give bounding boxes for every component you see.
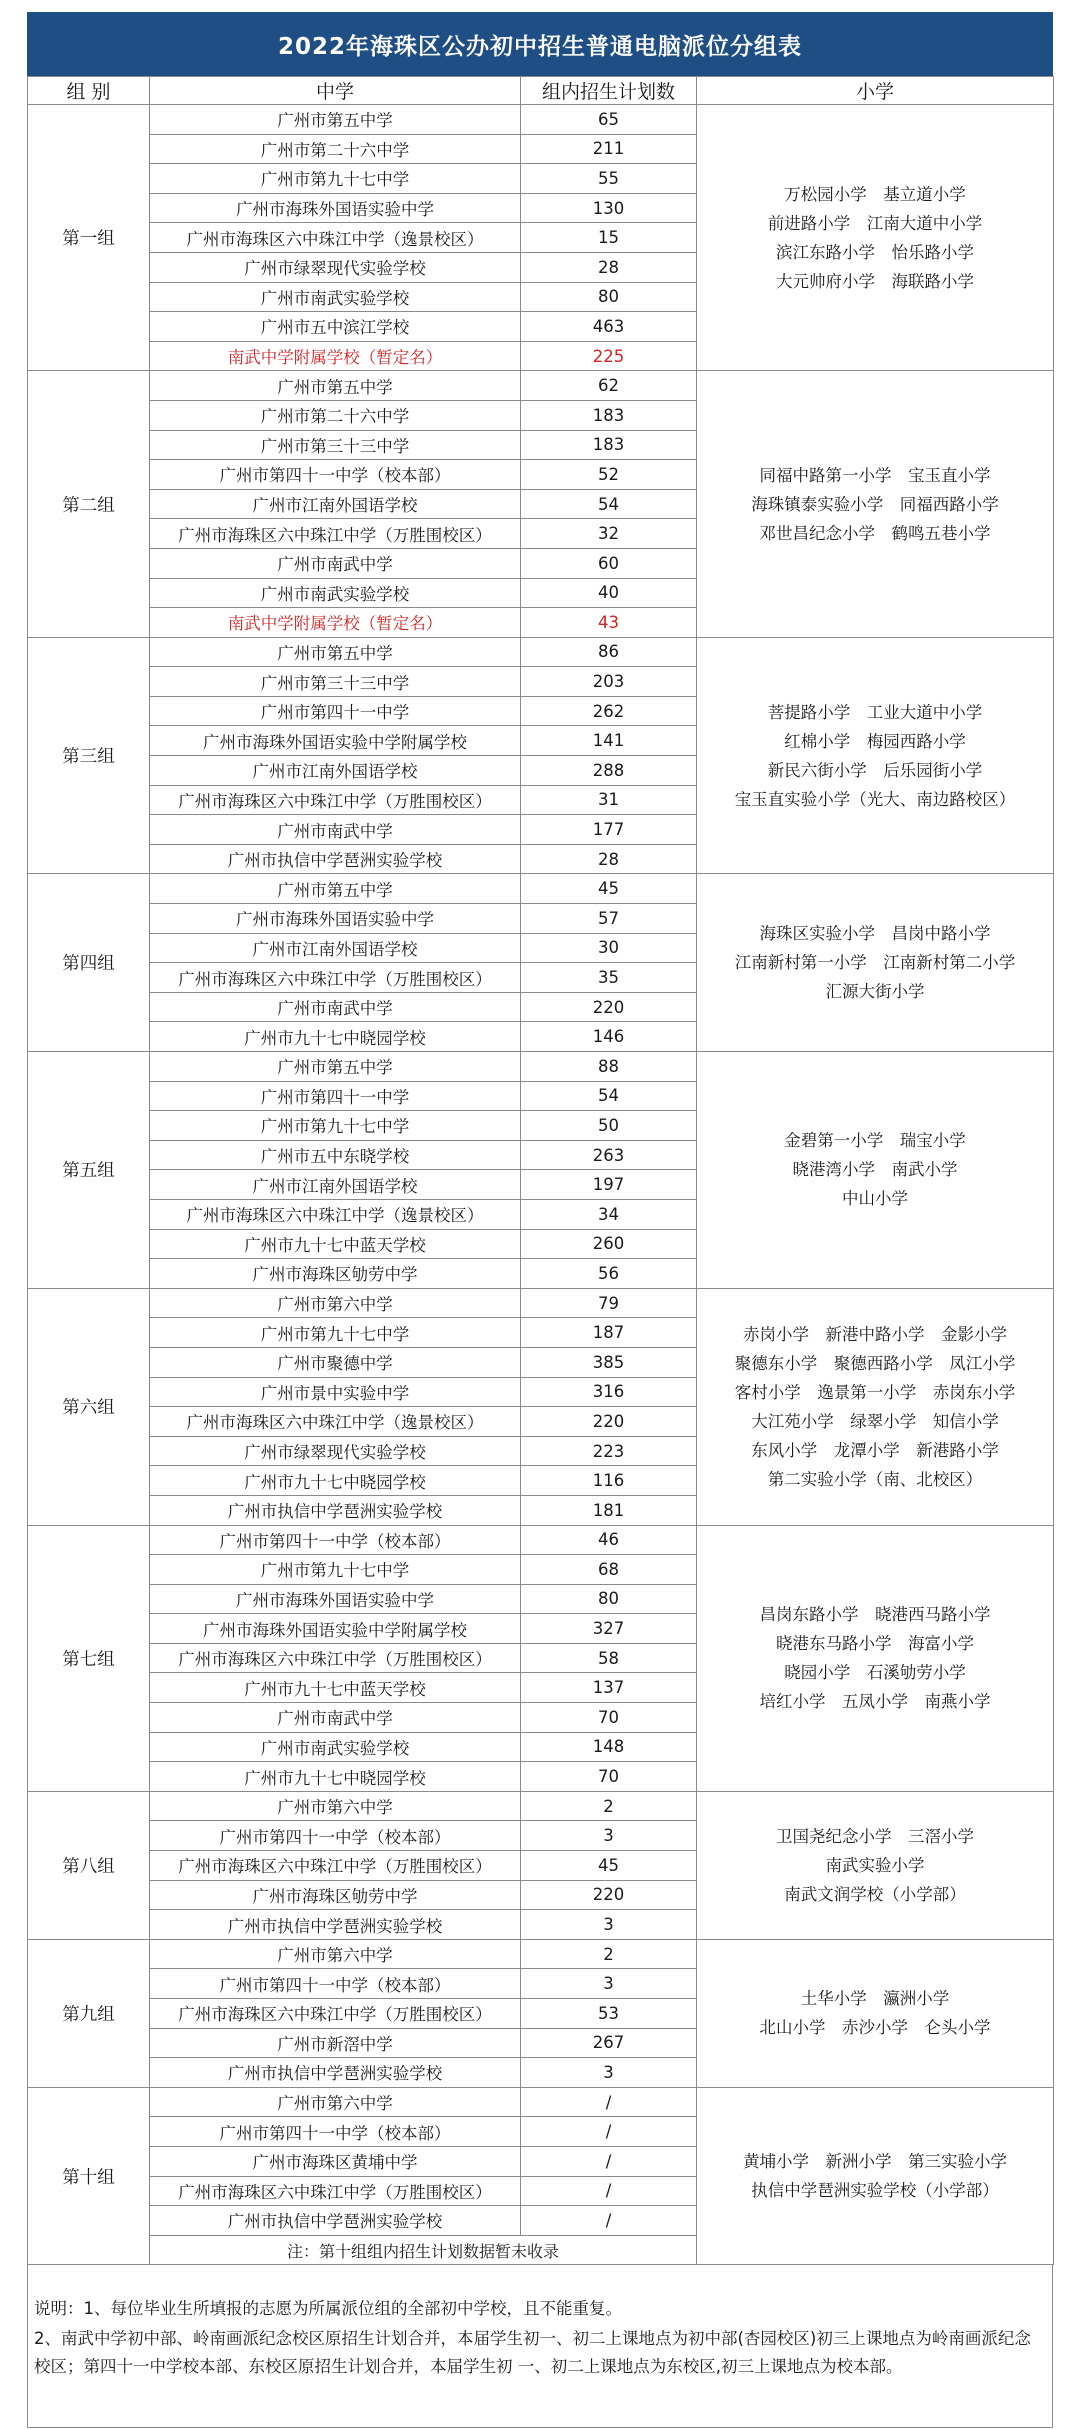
table-row <box>28 874 1054 904</box>
school-name: 广州市九十七中晓园学校 <box>150 1022 521 1052</box>
plan-count: 220 <box>521 992 697 1022</box>
school-name: 广州市海珠区六中珠江中学（万胜围校区） <box>150 1999 521 2029</box>
primary-school-line: 赤岗小学 新港中路小学 金影小学 <box>743 1324 1007 1344</box>
plan-count: 316 <box>521 1377 697 1407</box>
footnotes <box>27 2265 1053 2428</box>
school-name: 广州市第四十一中学（校本部） <box>150 460 521 490</box>
plan-count: 3 <box>521 1910 697 1940</box>
primary-school-line: 宝玉直实验小学（光大、南边路校区） <box>734 789 1016 809</box>
plan-count: 65 <box>521 105 697 135</box>
table-row <box>28 637 1054 667</box>
plan-count: 40 <box>521 578 697 608</box>
plan-count: 57 <box>521 904 697 934</box>
primary-schools <box>697 874 1054 1052</box>
school-name: 广州市九十七中晓园学校 <box>150 1762 521 1792</box>
school-name: 南武中学附属学校（暂定名） <box>150 608 521 638</box>
school-name: 广州市第四十一中学（校本部） <box>150 1969 521 1999</box>
plan-count: 327 <box>521 1614 697 1644</box>
plan-count: 45 <box>521 1851 697 1881</box>
school-name: 广州市海珠外国语实验中学 <box>150 193 521 223</box>
school-name: 广州市执信中学琶洲实验学校 <box>150 2058 521 2088</box>
plan-count: 262 <box>521 696 697 726</box>
plan-count: 86 <box>521 637 697 667</box>
header-row <box>28 77 1054 105</box>
primary-school-line: 北山小学 赤沙小学 仑头小学 <box>759 2018 991 2038</box>
primary-schools <box>697 1288 1054 1525</box>
school-name: 广州市南武中学 <box>150 548 521 578</box>
table-row <box>28 105 1054 135</box>
plan-count: / <box>521 2117 697 2147</box>
plan-count: 45 <box>521 874 697 904</box>
primary-school-line: 汇源大街小学 <box>825 982 925 1002</box>
primary-school-line: 卫国尧纪念小学 三滘小学 <box>776 1826 974 1846</box>
plan-count: 130 <box>521 193 697 223</box>
plan-count: / <box>521 2206 697 2236</box>
school-name: 广州市海珠区六中珠江中学（万胜围校区） <box>150 785 521 815</box>
primary-school-line: 中山小学 <box>842 1189 908 1209</box>
school-name: 广州市第六中学 <box>150 1791 521 1821</box>
table-row <box>28 1288 1054 1318</box>
group-name: 第一组 <box>28 105 150 371</box>
primary-schools <box>697 637 1054 874</box>
plan-count: 80 <box>521 282 697 312</box>
school-name: 广州市海珠区六中珠江中学（逸景校区） <box>150 1199 521 1229</box>
primary-school-line: 聚德东小学 聚德西路小学 凤江小学 <box>734 1353 1016 1373</box>
plan-count: 28 <box>521 844 697 874</box>
table-body <box>28 105 1054 2265</box>
school-name: 广州市南武实验学校 <box>150 1732 521 1762</box>
plan-count: 55 <box>521 164 697 194</box>
school-name: 广州市第五中学 <box>150 1052 521 1082</box>
school-name: 广州市第五中学 <box>150 371 521 401</box>
school-name: 广州市第九十七中学 <box>150 1111 521 1141</box>
school-name: 广州市江南外国语学校 <box>150 489 521 519</box>
plan-count: 148 <box>521 1732 697 1762</box>
primary-school-line: 邓世昌纪念小学 鹤鸣五巷小学 <box>759 523 991 543</box>
plan-count: 68 <box>521 1555 697 1585</box>
primary-school-line: 黄埔小学 新洲小学 第三实验小学 <box>743 2152 1007 2172</box>
school-name: 广州市执信中学琶洲实验学校 <box>150 1495 521 1525</box>
group-name: 第九组 <box>28 1939 150 2087</box>
group-note: 注：第十组组内招生计划数据暂未收录 <box>150 2235 697 2265</box>
primary-school-line: 红棉小学 梅园西路小学 <box>784 731 966 751</box>
school-name: 广州市第四十一中学（校本部） <box>150 2117 521 2147</box>
school-name: 广州市海珠区六中珠江中学（万胜围校区） <box>150 963 521 993</box>
primary-school-line: 新民六街小学 后乐园街小学 <box>767 760 983 780</box>
primary-school-line: 南武文润学校（小学部） <box>784 1884 966 1904</box>
primary-schools <box>697 1052 1054 1289</box>
plan-count: 223 <box>521 1436 697 1466</box>
school-name: 广州市聚德中学 <box>150 1347 521 1377</box>
plan-count: 52 <box>521 460 697 490</box>
table-row <box>28 1939 1054 1969</box>
table-row <box>28 371 1054 401</box>
allocation-table <box>27 76 1054 2265</box>
school-name: 广州市九十七中晓园学校 <box>150 1466 521 1496</box>
primary-school-line: 昌岗东路小学 晓港西马路小学 <box>759 1605 991 1625</box>
school-name: 广州市南武中学 <box>150 992 521 1022</box>
primary-school-line: 同福中路第一小学 宝玉直小学 <box>759 465 991 485</box>
group-name: 第五组 <box>28 1052 150 1289</box>
school-name: 广州市绿翠现代实验学校 <box>150 252 521 282</box>
plan-count: / <box>521 2087 697 2117</box>
primary-schools <box>697 1939 1054 2087</box>
plan-count: 30 <box>521 933 697 963</box>
school-name: 广州市南武中学 <box>150 1703 521 1733</box>
plan-count: 183 <box>521 400 697 430</box>
school-name: 南武中学附属学校（暂定名） <box>150 341 521 371</box>
plan-count: 46 <box>521 1525 697 1555</box>
plan-count: 62 <box>521 371 697 401</box>
primary-school-line: 菩提路小学 工业大道中小学 <box>767 702 983 722</box>
plan-count: 197 <box>521 1170 697 1200</box>
primary-school-line: 前进路小学 江南大道中小学 <box>767 213 983 233</box>
school-name: 广州市第四十一中学 <box>150 1081 521 1111</box>
plan-count: 3 <box>521 1821 697 1851</box>
school-name: 广州市海珠区六中珠江中学（逸景校区） <box>150 1407 521 1437</box>
table-row <box>28 1791 1054 1821</box>
plan-count: 2 <box>521 1939 697 1969</box>
school-name: 广州市海珠区六中珠江中学（逸景校区） <box>150 223 521 253</box>
school-name: 广州市江南外国语学校 <box>150 933 521 963</box>
primary-school-line: 滨江东路小学 怡乐路小学 <box>776 242 974 262</box>
school-name: 广州市南武实验学校 <box>150 282 521 312</box>
school-name: 广州市江南外国语学校 <box>150 1170 521 1200</box>
school-name: 广州市五中滨江学校 <box>150 312 521 342</box>
primary-school-line: 海珠镇泰实验小学 同福西路小学 <box>751 494 999 514</box>
header-count: 组内招生计划数 <box>521 77 697 105</box>
plan-count: 58 <box>521 1643 697 1673</box>
plan-count: 141 <box>521 726 697 756</box>
school-name: 广州市第四十一中学 <box>150 696 521 726</box>
plan-count: 70 <box>521 1703 697 1733</box>
table-row <box>28 1052 1054 1082</box>
footnote-1: 说明：1、每位毕业生所填报的志愿为所属派位组的全部初中学校，且不能重复。 <box>34 2299 622 2319</box>
primary-school-line: 东风小学 龙潭小学 新港路小学 <box>751 1440 999 1460</box>
plan-count: 28 <box>521 252 697 282</box>
plan-count: 220 <box>521 1407 697 1437</box>
plan-count: 137 <box>521 1673 697 1703</box>
primary-schools <box>697 371 1054 637</box>
plan-count: 183 <box>521 430 697 460</box>
primary-school-line: 大江苑小学 绿翠小学 知信小学 <box>751 1411 999 1431</box>
school-name: 广州市九十七中蓝天学校 <box>150 1229 521 1259</box>
group-name: 第七组 <box>28 1525 150 1791</box>
primary-school-line: 南武实验小学 <box>825 1855 925 1875</box>
plan-count: 15 <box>521 223 697 253</box>
plan-count: 60 <box>521 548 697 578</box>
footnote-2: 2、南武中学初中部、岭南画派纪念校区原招生计划合并，本届学生初一、初二上课地点为初中部(杏园校区)初三上课地点为岭南画派纪念校区；第四十一中学校本部、东校区原招生计划合并，本届学生初 一、初二上课地点为东校区,初三上课地点为校本部。 <box>34 2329 1031 2377</box>
plan-count: 260 <box>521 1229 697 1259</box>
plan-count: 54 <box>521 1081 697 1111</box>
school-name: 广州市海珠区六中珠江中学（万胜围校区） <box>150 1643 521 1673</box>
header-primary: 小学 <box>697 77 1054 105</box>
group-name: 第六组 <box>28 1288 150 1525</box>
school-name: 广州市第二十六中学 <box>150 400 521 430</box>
primary-schools <box>697 1791 1054 1939</box>
plan-count: 56 <box>521 1259 697 1289</box>
plan-count: 263 <box>521 1140 697 1170</box>
plan-count: 3 <box>521 1969 697 1999</box>
school-name: 广州市第五中学 <box>150 874 521 904</box>
primary-school-line: 大元帅府小学 海联路小学 <box>776 271 974 291</box>
school-name: 广州市海珠外国语实验中学 <box>150 1584 521 1614</box>
primary-schools <box>697 105 1054 371</box>
plan-count: / <box>521 2176 697 2206</box>
school-name: 广州市海珠外国语实验中学 <box>150 904 521 934</box>
primary-school-line: 万松园小学 基立道小学 <box>784 184 966 204</box>
primary-school-line: 培红小学 五凤小学 南燕小学 <box>759 1692 991 1712</box>
school-name: 广州市第九十七中学 <box>150 1318 521 1348</box>
plan-count: 34 <box>521 1199 697 1229</box>
plan-count: 267 <box>521 2028 697 2058</box>
school-name: 广州市第九十七中学 <box>150 1555 521 1585</box>
school-name: 广州市新滘中学 <box>150 2028 521 2058</box>
plan-count: 146 <box>521 1022 697 1052</box>
primary-school-line: 海珠区实验小学 昌岗中路小学 <box>759 924 991 944</box>
header-school: 中学 <box>150 77 521 105</box>
plan-count: 88 <box>521 1052 697 1082</box>
primary-school-line: 执信中学琶洲实验学校（小学部） <box>751 2181 999 2201</box>
primary-school-line: 金碧第一小学 瑞宝小学 <box>784 1131 966 1151</box>
school-name: 广州市执信中学琶洲实验学校 <box>150 1910 521 1940</box>
table-row <box>28 2087 1054 2117</box>
school-name: 广州市执信中学琶洲实验学校 <box>150 2206 521 2236</box>
primary-schools <box>697 2087 1054 2265</box>
plan-count: 225 <box>521 341 697 371</box>
plan-count: 43 <box>521 608 697 638</box>
primary-school-line: 土华小学 瀛洲小学 <box>800 1989 950 2009</box>
plan-count: 203 <box>521 667 697 697</box>
school-name: 广州市第三十三中学 <box>150 430 521 460</box>
primary-school-line: 江南新村第一小学 江南新村第二小学 <box>734 953 1016 973</box>
school-name: 广州市海珠区六中珠江中学（万胜围校区） <box>150 519 521 549</box>
school-name: 广州市海珠外国语实验中学附属学校 <box>150 1614 521 1644</box>
school-name: 广州市第三十三中学 <box>150 667 521 697</box>
plan-count: 3 <box>521 2058 697 2088</box>
plan-count: 288 <box>521 756 697 786</box>
school-name: 广州市第二十六中学 <box>150 134 521 164</box>
primary-school-line: 晓园小学 石溪劬劳小学 <box>784 1663 966 1683</box>
school-name: 广州市执信中学琶洲实验学校 <box>150 844 521 874</box>
page-title: 2022年海珠区公办初中招生普通电脑派位分组表 <box>27 12 1053 76</box>
plan-count: 187 <box>521 1318 697 1348</box>
plan-count: 53 <box>521 1999 697 2029</box>
school-name: 广州市海珠区六中珠江中学（万胜围校区） <box>150 1851 521 1881</box>
plan-count: 54 <box>521 489 697 519</box>
school-name: 广州市海珠区劬劳中学 <box>150 1880 521 1910</box>
school-name: 广州市海珠外国语实验中学附属学校 <box>150 726 521 756</box>
primary-school-line: 晓港湾小学 南武小学 <box>792 1160 958 1180</box>
plan-count: 211 <box>521 134 697 164</box>
school-name: 广州市第五中学 <box>150 105 521 135</box>
plan-count: / <box>521 2146 697 2176</box>
school-name: 广州市南武实验学校 <box>150 578 521 608</box>
group-name: 第三组 <box>28 637 150 874</box>
school-name: 广州市九十七中蓝天学校 <box>150 1673 521 1703</box>
school-name: 广州市第四十一中学（校本部） <box>150 1525 521 1555</box>
school-name: 广州市江南外国语学校 <box>150 756 521 786</box>
school-name: 广州市绿翠现代实验学校 <box>150 1436 521 1466</box>
header-group: 组 别 <box>28 77 150 105</box>
plan-count: 181 <box>521 1495 697 1525</box>
plan-count: 31 <box>521 785 697 815</box>
primary-schools <box>697 1525 1054 1791</box>
group-name: 第二组 <box>28 371 150 637</box>
plan-count: 35 <box>521 963 697 993</box>
plan-count: 2 <box>521 1791 697 1821</box>
school-name: 广州市第九十七中学 <box>150 164 521 194</box>
plan-count: 70 <box>521 1762 697 1792</box>
plan-count: 177 <box>521 815 697 845</box>
school-name: 广州市第六中学 <box>150 1288 521 1318</box>
plan-count: 79 <box>521 1288 697 1318</box>
allocation-sheet <box>27 12 1053 2428</box>
group-name: 第八组 <box>28 1791 150 1939</box>
group-name: 第四组 <box>28 874 150 1052</box>
plan-count: 80 <box>521 1584 697 1614</box>
school-name: 广州市第六中学 <box>150 2087 521 2117</box>
school-name: 广州市第六中学 <box>150 1939 521 1969</box>
plan-count: 50 <box>521 1111 697 1141</box>
plan-count: 116 <box>521 1466 697 1496</box>
group-name: 第十组 <box>28 2087 150 2265</box>
plan-count: 385 <box>521 1347 697 1377</box>
plan-count: 463 <box>521 312 697 342</box>
school-name: 广州市五中东晓学校 <box>150 1140 521 1170</box>
school-name: 广州市第四十一中学（校本部） <box>150 1821 521 1851</box>
primary-school-line: 第二实验小学（南、北校区） <box>767 1469 983 1489</box>
school-name: 广州市海珠区黄埔中学 <box>150 2146 521 2176</box>
primary-school-line: 晓港东马路小学 海富小学 <box>776 1634 974 1654</box>
plan-count: 32 <box>521 519 697 549</box>
school-name: 广州市海珠区劬劳中学 <box>150 1259 521 1289</box>
table-row <box>28 1525 1054 1555</box>
school-name: 广州市第五中学 <box>150 637 521 667</box>
plan-count: 220 <box>521 1880 697 1910</box>
school-name: 广州市海珠区六中珠江中学（万胜围校区） <box>150 2176 521 2206</box>
school-name: 广州市南武中学 <box>150 815 521 845</box>
school-name: 广州市景中实验中学 <box>150 1377 521 1407</box>
primary-school-line: 客村小学 逸景第一小学 赤岗东小学 <box>734 1382 1016 1402</box>
